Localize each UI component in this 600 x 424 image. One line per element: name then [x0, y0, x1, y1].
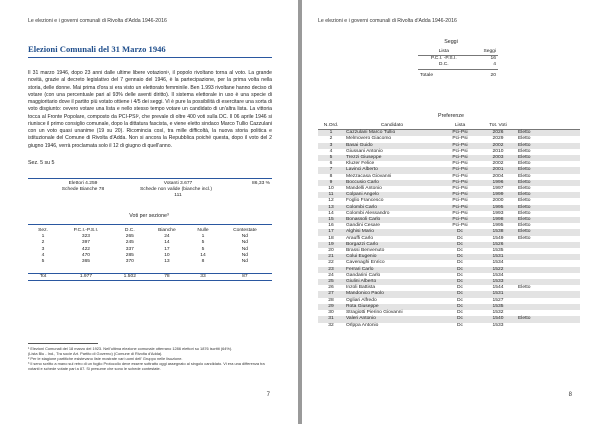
- running-header: Le elezioni e i governi comunali di Rivolta d'Adda 1946-2016: [28, 18, 167, 24]
- pref-list-cell: Dc: [457, 260, 463, 266]
- pref-status-cell: Eletto: [518, 235, 531, 241]
- pci-votes-cell: 422: [81, 246, 91, 252]
- summary-top-rule: [28, 178, 272, 179]
- pref-list-cell: Pci-Psi: [452, 192, 468, 198]
- pref-list-cell: Dc: [457, 297, 463, 303]
- pref-candidate-cell: Valeri Antonio: [346, 316, 376, 322]
- blank-ballots-cell: Schede Bianche 78: [61, 187, 105, 193]
- pref-votes-cell: 2004: [492, 173, 504, 179]
- summary-table: [28, 181, 272, 200]
- blank-cell: 17: [164, 246, 170, 252]
- spacer-row: [28, 265, 272, 273]
- pref-status-cell: Eletto: [518, 316, 531, 322]
- sez-cell: 5: [41, 259, 45, 265]
- pref-number-cell: 2: [329, 136, 333, 142]
- invalid-ballots-label: Schede non valide (bianche incl.): [140, 187, 213, 193]
- pref-votes-cell: 1533: [492, 279, 504, 285]
- section-votes-table: [28, 228, 272, 281]
- section-votes-title: Voti per sezione³: [129, 213, 169, 219]
- pref-status-cell: Eletto: [518, 161, 531, 167]
- pref-candidate-cell: Lavinci Alberto: [346, 167, 378, 173]
- page-number-right: 8: [568, 392, 572, 398]
- pref-candidate-cell: Borgazzi Carlo: [346, 241, 379, 247]
- pref-status-cell: Eletto: [518, 142, 531, 148]
- blank-cell: 10: [164, 252, 170, 258]
- pref-number-cell: 26: [328, 285, 334, 291]
- pref-status-cell: Eletto: [518, 130, 531, 136]
- pref-candidate-cell: Mandelli Antonio: [346, 186, 382, 192]
- pref-list-cell: Pci-Psi: [452, 167, 468, 173]
- pref-votes-cell: 1993: [492, 210, 504, 216]
- col-dc: D.C.: [124, 228, 135, 233]
- col-contestate: Contestate: [233, 228, 257, 233]
- sez-cell: 3: [41, 246, 45, 252]
- invalid-ballots-value: 111: [174, 193, 182, 199]
- pref-number-cell: 21: [328, 254, 334, 260]
- pref-votes-cell: 1531: [492, 291, 504, 297]
- pref-number-cell: 4: [329, 148, 333, 154]
- pref-votes-cell: 1998: [492, 217, 504, 223]
- pref-list-cell: Pci-Psi: [452, 130, 468, 136]
- pref-list-cell: Pci-Psi: [452, 155, 468, 161]
- footnote-3b: votanti e schede votate pari a 87. Si presume che sono le schede contestate.: [28, 366, 161, 372]
- pref-list-cell: Pci-Psi: [452, 210, 468, 216]
- pref-candidate-cell: Colombi Carlo: [346, 204, 377, 210]
- pref-votes-cell: 2010: [492, 148, 504, 154]
- pref-list-cell: Pci-Psi: [452, 217, 468, 223]
- pref-list-cell: Dc: [457, 310, 463, 316]
- pref-status-cell: Eletto: [518, 179, 531, 185]
- pref-col-candidate: Candidato: [380, 123, 404, 128]
- pref-votes-cell: 1996: [492, 179, 504, 185]
- pref-status-cell: Eletto: [518, 173, 531, 179]
- pref-votes-cell: 2029: [492, 136, 504, 142]
- pref-number-cell: 9: [329, 179, 333, 185]
- pref-votes-cell: 1527: [492, 297, 504, 303]
- contested-cell: Nd: [241, 234, 249, 240]
- seats-row: [418, 62, 498, 69]
- pref-number-cell: 29: [328, 303, 334, 309]
- pref-votes-cell: 1534: [492, 272, 504, 278]
- pref-candidate-cell: Basai Guido: [346, 142, 373, 148]
- pref-votes-cell: 2002: [492, 161, 504, 167]
- pref-votes-cell: 1534: [492, 260, 504, 266]
- pref-list-cell: Dc: [457, 322, 463, 328]
- pref-candidate-cell: Foglio Francesco: [346, 198, 384, 204]
- pref-number-cell: 10: [328, 186, 334, 192]
- total-pci: 1.977: [79, 273, 93, 279]
- pref-status-cell: Eletto: [518, 192, 531, 198]
- pref-number-cell: 22: [328, 260, 334, 266]
- pref-list-cell: Pci-Psi: [452, 142, 468, 148]
- pref-votes-cell: 2001: [492, 167, 504, 173]
- pref-votes-cell: 1995: [492, 204, 504, 210]
- pref-number-cell: 30: [328, 310, 334, 316]
- sez-cell: 1: [41, 234, 45, 240]
- title-rule: [28, 57, 272, 58]
- pref-number-cell: 5: [329, 155, 333, 161]
- null-cell: 14: [200, 252, 206, 258]
- pref-number-cell: 32: [328, 322, 334, 328]
- col-bianche: Bianche: [158, 228, 176, 233]
- total-contested: 87: [242, 273, 248, 279]
- dc-votes-cell: 337: [125, 246, 134, 252]
- pref-list-cell: Dc: [457, 266, 463, 272]
- dc-votes-cell: 370: [125, 259, 134, 265]
- pref-col-status: [516, 123, 580, 130]
- seats-total-label: Totale: [420, 72, 434, 78]
- pref-col-n: N.Ord.: [323, 123, 339, 128]
- total-label: Tot: [39, 273, 47, 279]
- pref-votes-cell: 1540: [492, 316, 504, 322]
- pref-candidate-cell: Orlppa Antonio: [346, 322, 379, 328]
- seats-count-cell: 16: [490, 56, 496, 62]
- pref-number-cell: 15: [328, 217, 334, 223]
- pref-col-list: Lista: [454, 123, 466, 128]
- running-header: Le elezioni e i governi comunali di Rivolta d'Adda 1946-2016: [318, 18, 457, 24]
- pci-votes-cell: 470: [81, 252, 91, 258]
- footnote-3: ³ Il seno scritto a mano sul retro di un foglio Protocollo deve essere sottratto oggi assegnato al singolo candidato. Vi era una differenza tra: [28, 361, 265, 367]
- pref-number-cell: 28: [328, 297, 334, 303]
- blank-cell: 13: [164, 259, 170, 265]
- pref-status-cell: Eletto: [518, 155, 531, 161]
- pref-number-cell: 1: [329, 130, 333, 136]
- pref-votes-cell: 1522: [492, 266, 504, 272]
- total-dc: 1.502: [123, 273, 136, 279]
- voters-cell: Elettori 4.259: [68, 181, 98, 186]
- dc-votes-cell: 285: [125, 252, 134, 258]
- section-votes-rule: [28, 224, 272, 225]
- pref-list-cell: Pci-Psi: [452, 204, 468, 210]
- footnote-2: ² Per le stagione partitiche esistevano liste mostrate vari uomi dell' Gruppo nelle lisuzione.: [28, 356, 183, 362]
- voting-cell: Votanti 3.677: [163, 181, 193, 186]
- pref-candidate-cell: Boccusio Carlo: [346, 179, 379, 185]
- pref-votes-cell: 2002: [492, 142, 504, 148]
- seats-col-count: Seggi: [470, 49, 498, 56]
- sez-cell: 4: [41, 252, 45, 258]
- pref-votes-cell: 1532: [492, 310, 504, 316]
- pref-number-cell: 24: [328, 272, 334, 278]
- pref-votes-cell: 1544: [492, 285, 504, 291]
- pref-list-cell: Dc: [457, 316, 463, 322]
- pref-number-cell: 19: [328, 241, 334, 247]
- pref-candidate-cell: Colpani Angelo: [346, 192, 379, 198]
- pref-candidate-cell: Cazzulani Marco Tullio: [346, 130, 396, 136]
- pref-candidate-cell: Arauffi Carlo: [346, 235, 374, 241]
- pref-list-cell: Pci-Psi: [452, 136, 468, 142]
- sections-label: Sez. 5 su 5: [28, 160, 55, 166]
- pref-list-cell: Dc: [457, 241, 463, 247]
- pref-candidate-cell: Giulini Alberto: [346, 279, 377, 285]
- pci-votes-cell: 323: [81, 234, 91, 240]
- pref-number-cell: 23: [328, 266, 334, 272]
- pref-status-cell: Eletto: [518, 217, 531, 223]
- pref-votes-cell: 1997: [492, 186, 504, 192]
- pref-votes-cell: 2003: [492, 155, 504, 161]
- seats-col-list: Lista: [418, 49, 470, 56]
- pref-status-cell: Eletto: [518, 204, 531, 210]
- pref-list-cell: Dc: [457, 279, 463, 285]
- preference-row: [318, 323, 580, 329]
- pref-list-cell: Dc: [457, 235, 463, 241]
- contested-cell: Nd: [241, 252, 249, 258]
- pref-status-cell: Eletto: [518, 229, 531, 235]
- turnout-cell: 86,33 %: [252, 181, 270, 186]
- pref-list-cell: Pci-Psi: [452, 161, 468, 167]
- right-page: [302, 0, 600, 424]
- pref-number-cell: 12: [328, 198, 334, 204]
- pref-candidate-cell: Ferrari Carlo: [346, 266, 374, 272]
- pref-candidate-cell: Trezzi Giuseppe: [346, 155, 382, 161]
- pref-candidate-cell: Cavenaghi Enrico: [346, 260, 385, 266]
- pref-list-cell: Dc: [457, 272, 463, 278]
- pref-candidate-cell: Alghisi Mario: [346, 229, 374, 235]
- pref-list-cell: Pci-Psi: [452, 179, 468, 185]
- pref-list-cell: Dc: [457, 285, 463, 291]
- pref-number-cell: 20: [328, 248, 334, 254]
- pref-number-cell: 16: [328, 223, 334, 229]
- pref-number-cell: 27: [328, 291, 334, 297]
- pref-number-cell: 25: [328, 279, 334, 285]
- total-blank: 78: [164, 273, 170, 279]
- pref-votes-cell: 1535: [492, 248, 504, 254]
- pref-status-cell: Eletto: [518, 186, 531, 192]
- pref-votes-cell: 2000: [492, 198, 504, 204]
- pref-number-cell: 17: [328, 229, 334, 235]
- dc-votes-cell: 265: [125, 234, 134, 240]
- page-number-left: 7: [266, 392, 270, 398]
- pref-list-cell: Dc: [457, 291, 463, 297]
- pref-list-cell: Dc: [457, 303, 463, 309]
- dc-votes-cell: 245: [125, 240, 134, 246]
- pref-candidate-cell: Gandini Cesare: [346, 223, 380, 229]
- pref-list-cell: Pci-Psi: [452, 198, 468, 204]
- pref-candidate-cell: Inzoli Battista: [346, 285, 376, 291]
- pref-list-cell: Dc: [457, 254, 463, 260]
- pref-votes-cell: 1549: [492, 235, 504, 241]
- pci-votes-cell: 397: [81, 240, 91, 246]
- col-nulle: Nulle: [197, 228, 209, 233]
- pref-candidate-cell: Mezzacasa Giovanni: [346, 173, 392, 179]
- seats-table: [418, 49, 498, 79]
- contested-cell: Nd: [241, 246, 249, 252]
- footnotes: [28, 346, 272, 371]
- footnote-rule: [28, 343, 98, 344]
- pref-votes-cell: 1533: [492, 322, 504, 328]
- preferences-title: Preferenze: [438, 113, 464, 119]
- pref-candidate-cell: Colombi Alessandro: [346, 210, 390, 216]
- null-cell: 5: [201, 240, 205, 246]
- pref-list-cell: Dc: [457, 229, 463, 235]
- pref-number-cell: 31: [328, 316, 334, 322]
- pref-candidate-cell: Rota Giuseppe: [346, 303, 379, 309]
- pref-status-cell: Eletto: [518, 198, 531, 204]
- pref-list-cell: Pci-Psi: [452, 173, 468, 179]
- blank-cell: 14: [164, 240, 170, 246]
- seats-title: Seggi: [444, 39, 458, 45]
- body-paragraph: Il 31 marzo 1946, dopo 23 anni dalle ultime libere votazioni¹, il popolo rivoltano torna al voto. La grande novità, grazie al decreto legislativo del 7 gennaio del 1946, è la partecipazione, per la prima volta nella storia, delle donne. Mai prima d'ora si era visto un elettorato femminile. Ben 1.993 rivoltane hanno deciso di votare (con una percentuale pari al 93% delle aventi diritto). Il sistema elettorale in uso è una specie di maggioritario dove il partito più votato ottiene i 4/5 dei seggi. Vi è pure la possibilità di esercitare una sorta di voto disgiunto: ovvero votare una lista e nello stesso tempo votare un candidato di un'altra lista. La vittoria tocca al Fronte Popolare, composto da PCI-PSI², che prevale di oltre 400 voti sulla DC. Il 06 aprile 1946 si riunisce il primo consiglio comunale, dopo la dittatura fascista, e viene eletto sindaco Marco Tullio Cazzulani con un voto quasi unanime (19 su 20). Ricomincia così, tra mille difficoltà, la nuova storia politica e istituzionale del Comune di Rivolta d'Adda. Non si ancora la Repubblica poiché questa, dopo il voto del 2 giugno 1946, verrà proclamata solo il 12 di giugno di quell'anno.: [28, 70, 272, 149]
- footnote-1b: (Lista Blu - Ind., Tra socie Art. Partito di Governo) (Comune di Rivolta d'Adda).: [28, 351, 163, 357]
- pref-candidate-cell: Stragiotti Pierino Giovanni: [346, 310, 403, 316]
- pref-candidate-cell: Ogliari Alfredo: [346, 297, 377, 303]
- pref-col-votes: Tot. Voti: [489, 123, 507, 128]
- pref-votes-cell: 1526: [492, 241, 504, 247]
- seats-list-cell: P.C.I. -P.S.I.: [430, 56, 457, 62]
- section-votes-total-row: [28, 273, 272, 280]
- pref-list-cell: Pci-Psi: [452, 223, 468, 229]
- null-cell: 8: [201, 259, 205, 265]
- pref-number-cell: 7: [329, 167, 333, 173]
- left-page: [0, 0, 298, 424]
- pref-candidate-cell: Melmovero Giacomo: [346, 136, 392, 142]
- seats-total-value: 20: [490, 72, 496, 78]
- pref-number-cell: 14: [328, 210, 334, 216]
- pref-candidate-cell: Mandonico Paolo: [346, 291, 384, 297]
- pref-status-cell: [516, 323, 580, 329]
- pref-candidate-cell: Bonassoli Carlo: [346, 217, 381, 223]
- col-sez: Sez.: [38, 228, 48, 233]
- pref-list-cell: Pci-Psi: [452, 148, 468, 154]
- pref-candidate-cell: Colui Eugenio: [346, 254, 377, 260]
- blank-cell: 24: [164, 234, 170, 240]
- seats-row: [418, 56, 498, 63]
- pref-number-cell: 18: [328, 235, 334, 241]
- pref-status-cell: Eletto: [518, 136, 531, 142]
- pref-number-cell: 8: [329, 173, 333, 179]
- pref-candidate-cell: Brassi Benvenuto: [346, 248, 385, 254]
- pref-votes-cell: 1999: [492, 192, 504, 198]
- pref-list-cell: Pci-Psi: [452, 186, 468, 192]
- pci-votes-cell: 365: [81, 259, 91, 265]
- total-null: 33: [200, 273, 206, 279]
- contested-cell: Nd: [241, 259, 249, 265]
- pref-votes-cell: 1995: [492, 223, 504, 229]
- contested-cell: Nd: [241, 240, 249, 246]
- pref-number-cell: 11: [328, 192, 334, 198]
- pref-votes-cell: 2026: [492, 130, 504, 136]
- seats-count-cell: 4: [493, 62, 496, 68]
- preferences-table: [318, 123, 580, 329]
- sez-cell: 2: [41, 240, 45, 246]
- pref-votes-cell: 1538: [492, 229, 504, 235]
- pref-candidate-cell: Gandarini Carlo: [346, 272, 381, 278]
- pref-candidate-cell: Kluzer Felice: [346, 161, 375, 167]
- pref-votes-cell: 1531: [492, 254, 504, 260]
- pref-status-cell: Eletto: [518, 148, 531, 154]
- pref-number-cell: 3: [329, 142, 333, 148]
- pref-status-cell: Eletto: [518, 223, 531, 229]
- col-pci: P.C.I.-P.S.I.: [73, 228, 99, 233]
- pref-status-cell: Eletto: [518, 285, 531, 291]
- footnote-1: ¹ Elezioni Comunali del 18 marzo del 1923. Nell'ultima elezione comunale otterrano 1286 elettori su 1876 iscritti (64%).: [28, 346, 233, 351]
- pref-number-cell: 13: [328, 204, 334, 210]
- null-cell: 5: [201, 246, 205, 252]
- pref-status-cell: Eletto: [518, 167, 531, 173]
- section-title: Elezioni Comunali del 31 Marzo 1946: [28, 44, 166, 54]
- pref-votes-cell: 1535: [492, 303, 504, 309]
- pref-list-cell: Dc: [457, 248, 463, 254]
- pref-status-cell: Eletto: [518, 210, 531, 216]
- seats-list-cell: D.C.: [438, 62, 449, 68]
- null-cell: 1: [201, 234, 205, 240]
- pref-candidate-cell: Giussani Antonio: [346, 148, 383, 154]
- pref-number-cell: 6: [329, 161, 333, 167]
